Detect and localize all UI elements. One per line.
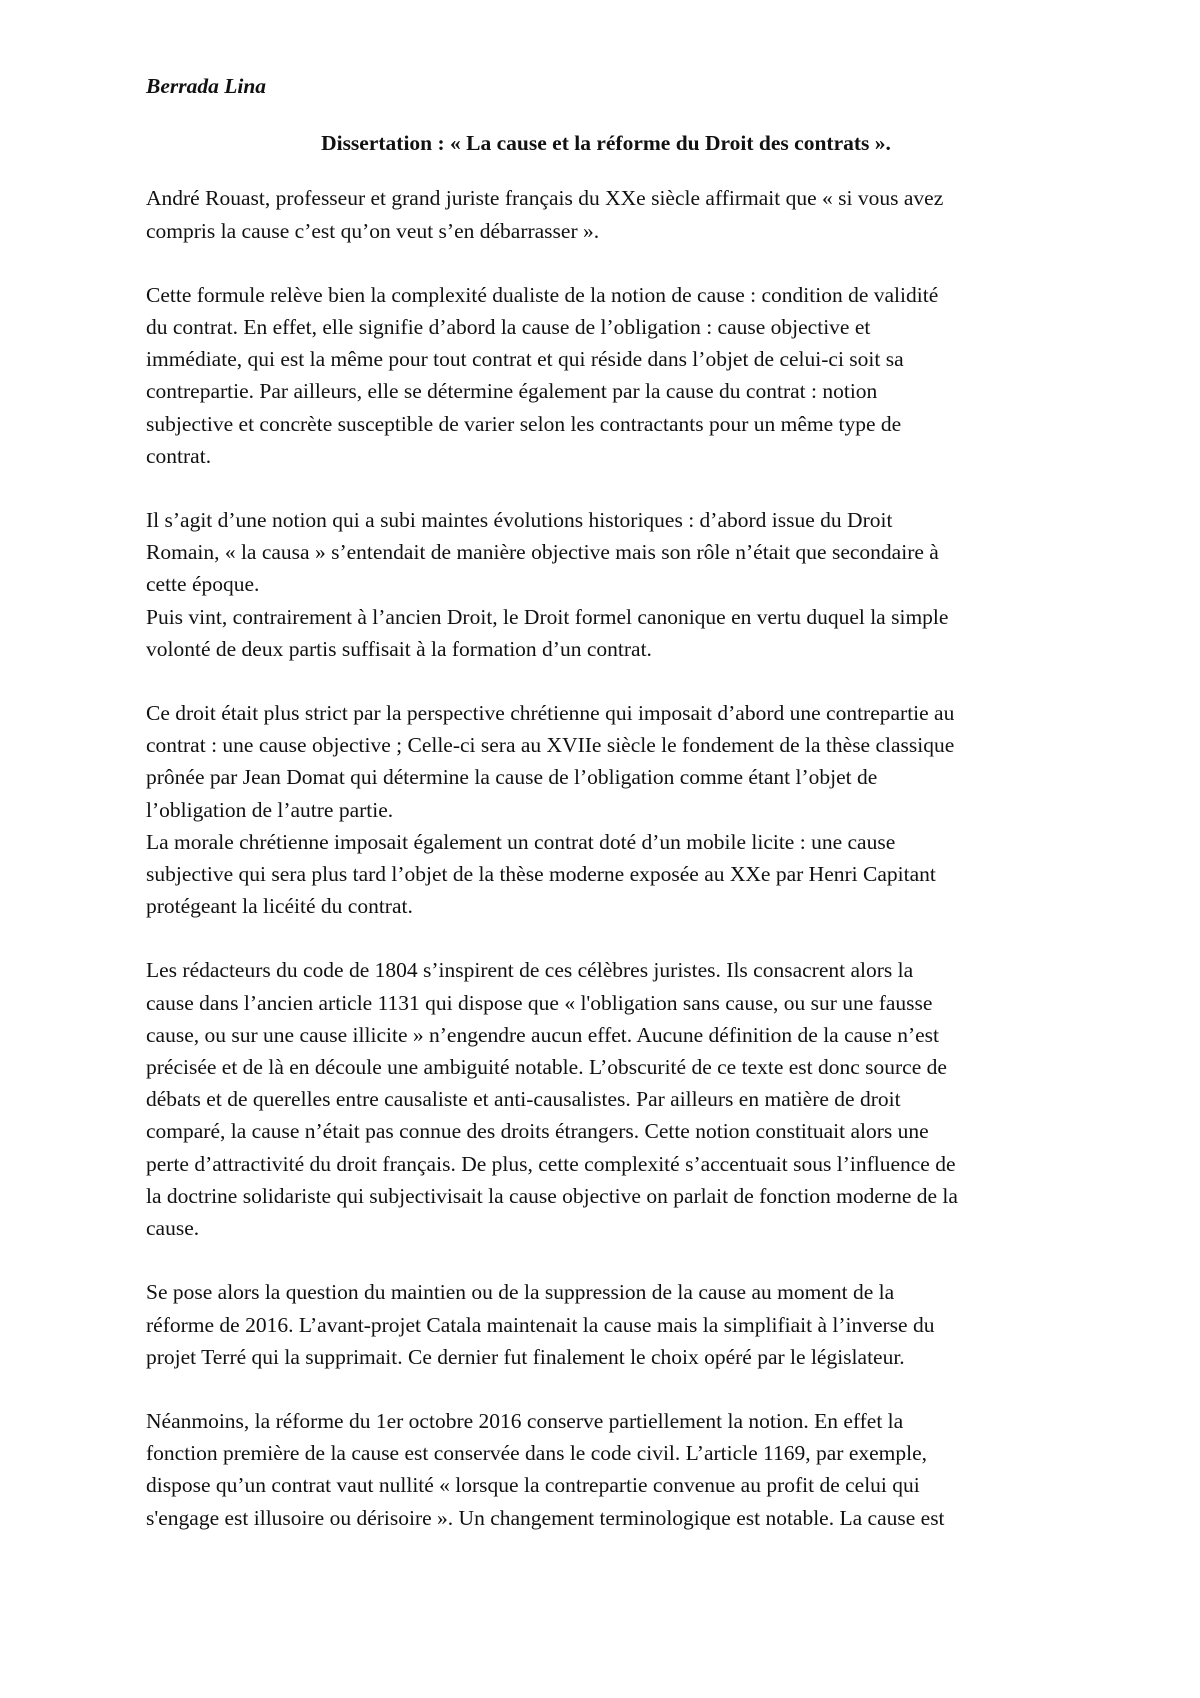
text-line: du contrat. En effet, elle signifie d’abord la cause de l’obligation : cause objective et	[146, 315, 871, 340]
text-line: cause, ou sur une cause illicite » n’engendre aucun effet. Aucune définition de la cause n’est	[146, 1022, 940, 1047]
text-line: volonté de deux partis suffisait à la formation d’un contrat.	[146, 636, 652, 661]
text-line: projet Terré qui la supprimait. Ce dernier fut finalement le choix opéré par le législateur.	[146, 1344, 905, 1369]
text-line: André Rouast, professeur et grand juriste français du XXe siècle affirmait que « si vous avez	[146, 186, 944, 211]
text-line: précisée et de là en découle une ambiguité notable. L’obscurité de ce texte est donc source de	[146, 1055, 947, 1080]
text-line: Puis vint, contrairement à l’ancien Droit, le Droit formel canonique en vertu duquel la simple	[146, 604, 949, 629]
text-line: fonction première de la cause est conservée dans le code civil. L’article 1169, par exemple,	[146, 1441, 928, 1466]
text-line: subjective et concrète susceptible de varier selon les contractants pour un même type de	[146, 411, 902, 436]
text-line: Les rédacteurs du code de 1804 s’inspirent de ces célèbres juristes. Ils consacrent alors la	[146, 958, 914, 983]
text-line: s'engage est illusoire ou dérisoire ». Un changement terminologique est notable. La cause est	[146, 1505, 945, 1530]
dissertation-title: Dissertation : « La cause et la réforme du Droit des contrats ».	[321, 131, 891, 156]
text-line: immédiate, qui est la même pour tout contrat et qui réside dans l’objet de celui-ci soit sa	[146, 347, 904, 372]
text-line: débats et de querelles entre causaliste et anti-causalistes. Par ailleurs en matière de droit	[146, 1087, 901, 1112]
text-line: cause.	[146, 1216, 200, 1241]
paragraph	[146, 1405, 1066, 1534]
text-line: Il s’agit d’une notion qui a subi maintes évolutions historiques : d’abord issue du Droit	[146, 508, 893, 533]
paragraph	[146, 504, 1066, 665]
text-line: La morale chrétienne imposait également un contrat doté d’un mobile licite : une cause	[146, 829, 896, 854]
text-line: protégeant la licéité du contrat.	[146, 894, 413, 919]
text-line: contrepartie. Par ailleurs, elle se détermine également par la cause du contrat : notion	[146, 379, 878, 404]
text-line: Ce droit était plus strict par la perspective chrétienne qui imposait d’abord une contrepartie au	[146, 701, 955, 726]
text-line: contrat.	[146, 443, 212, 468]
text-line: prônée par Jean Domat qui détermine la cause de l’obligation comme étant l’objet de	[146, 765, 878, 790]
text-line: cette époque.	[146, 572, 260, 597]
paragraph	[146, 182, 1066, 246]
document-body	[146, 182, 1066, 1533]
text-line: perte d’attractivité du droit français. De plus, cette complexité s’accentuait sous l’influence de	[146, 1151, 956, 1176]
text-line: subjective qui sera plus tard l’objet de la thèse moderne exposée au XXe par Henri Capitant	[146, 862, 936, 887]
text-line: la doctrine solidariste qui subjectivisait la cause objective on parlait de fonction moderne de la	[146, 1183, 958, 1208]
text-line: comparé, la cause n’était pas connue des droits étrangers. Cette notion constituait alors une	[146, 1119, 929, 1144]
text-line: Cette formule relève bien la complexité dualiste de la notion de cause : condition de validité	[146, 282, 939, 307]
text-line: contrat : une cause objective ; Celle-ci sera au XVIIe siècle le fondement de la thèse classique	[146, 733, 955, 758]
document-page	[146, 70, 1066, 1566]
paragraph	[146, 279, 1066, 472]
text-line: Se pose alors la question du maintien ou de la suppression de la cause au moment de la	[146, 1280, 895, 1305]
text-line: cause dans l’ancien article 1131 qui dispose que « l'obligation sans cause, ou sur une fausse	[146, 990, 933, 1015]
text-line: Néanmoins, la réforme du 1er octobre 2016 conserve partiellement la notion. En effet la	[146, 1408, 904, 1433]
text-line: compris la cause c’est qu’on veut s’en débarrasser ».	[146, 218, 600, 243]
text-line: Romain, « la causa » s’entendait de manière objective mais son rôle n’était que secondaire à	[146, 540, 939, 565]
paragraph	[146, 697, 1066, 922]
author-name: Berrada Lina	[146, 74, 267, 98]
paragraph	[146, 954, 1066, 1244]
text-line: réforme de 2016. L’avant-projet Catala maintenait la cause mais la simplifiait à l’inverse du	[146, 1312, 935, 1337]
text-line: dispose qu’un contrat vaut nullité « lorsque la contrepartie convenue au profit de celui qui	[146, 1473, 920, 1498]
paragraph	[146, 1276, 1066, 1373]
text-line: l’obligation de l’autre partie.	[146, 797, 394, 822]
